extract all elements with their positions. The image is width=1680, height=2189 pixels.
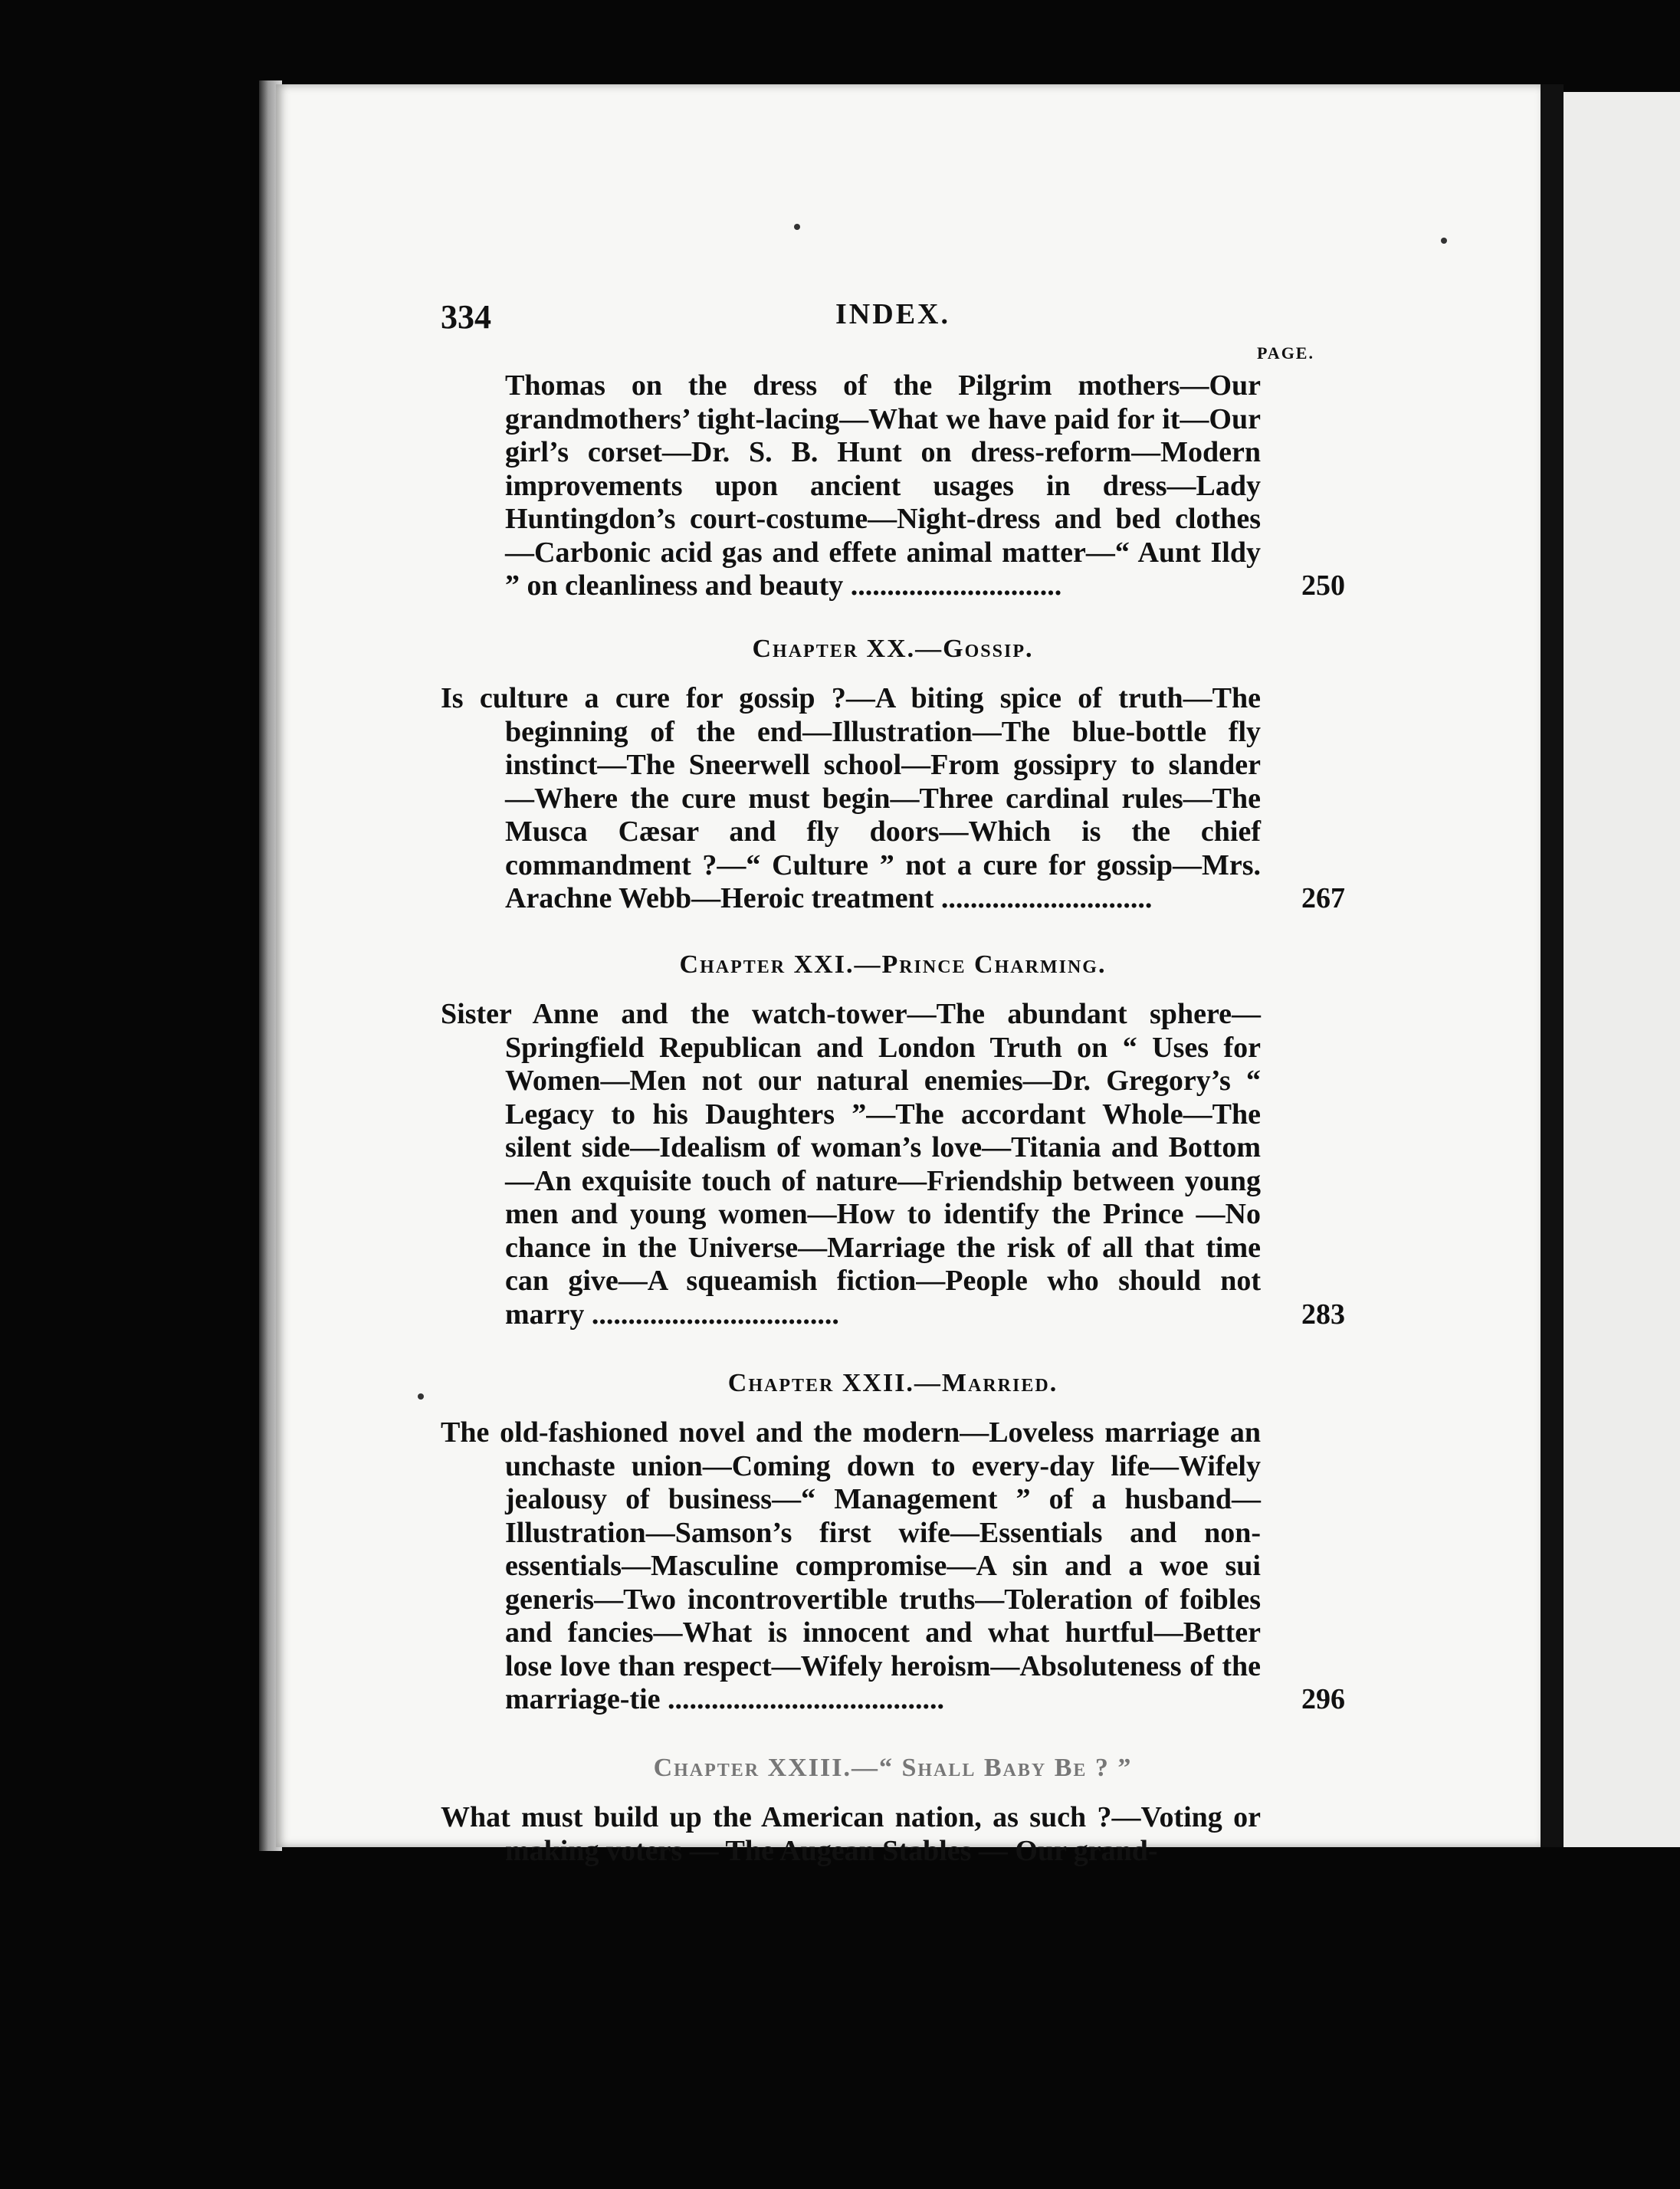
print-speck	[418, 1393, 424, 1400]
running-head	[441, 297, 1345, 343]
index-entry-text: The old-fashioned novel and the modern—Loveless marriage an unchaste union—Coming down to every-day life—Wifely jealousy of business—“ Management ” of a husband—Illustration—Samson’s first wife—Essentials and non-essentials—Masculine compromise—A sin and a woe sui generis—Two incontrovertible truths—Toleration of foibles and fancies—What is innocent and what hurtful—Better lose love than respect—Wifely heroism—Absoluteness of the marriage-tie ......................................	[441, 1416, 1261, 1715]
chapter-heading-xxiii: Chapter XXIII.—“ Shall Baby Be ? ”	[653, 1754, 1133, 1782]
index-entry-ch22	[441, 1416, 1345, 1717]
facing-page-sliver	[1564, 92, 1680, 1847]
page-number: 334	[441, 298, 491, 336]
index-page-ref: 267	[1301, 882, 1345, 914]
index-entry-text: Is culture a cure for gossip ?—A biting spice of truth—The beginning of the end—Illustration—The blue-bottle fly instinct—The Sneerwell school—From gossipry to slander —Where the cure must begin—Three cardinal rules—The Musca Cæsar and fly doors—Which is the chief commandment ?—“ Culture ” not a cure for gossip—Mrs. Arachne Webb—Heroic treatment .............................	[441, 682, 1261, 914]
running-head-title: INDEX.	[835, 298, 950, 330]
index-entry-ch21	[441, 998, 1345, 1331]
index-entry-text: Sister Anne and the watch-tower—The abundant sphere—Springfield Republican and London Truth on “ Uses for Women—Men not our natural enemies—Dr. Gregory’s “ Legacy to his Daughters ”—The accordant Whole—The silent side—Idealism of woman’s love—Titania and Bottom—An exquisite touch of nature—Friendship between young men and young women—How to identify the Prince —No chance in the Universe—Marriage the risk of all that time can give—A squeamish fiction—People who should not marry ..................................	[441, 998, 1261, 1331]
chapter-heading-xxii: Chapter XXII.—Married.	[727, 1369, 1058, 1397]
book-page	[276, 84, 1541, 1867]
chapter-heading-xx: Chapter XX.—Gossip.	[752, 635, 1034, 663]
index-entry-text: Thomas on the dress of the Pilgrim mothers—Our grandmothers’ tight-lacing—What we have paid for it—Our girl’s corset—Dr. S. B. Hunt on dress-reform—Modern improvements upon ancient usages in dress—Lady Huntingdon’s court-costume—Night-dress and bed clothes—Carbonic acid gas and effete animal matter—“ Aunt Ildy ” on cleanliness and beauty .............................	[505, 369, 1261, 602]
index-entry-text: What must build up the American nation, as such ?—Voting or making voters — The Augean Stables — Our grand-	[441, 1801, 1261, 1867]
print-speck	[794, 224, 800, 230]
index-page-ref: 296	[1301, 1683, 1345, 1715]
chapter-heading-xxi: Chapter XXI.—Prince Charming.	[679, 950, 1107, 979]
gutter-shadow	[1541, 84, 1564, 1847]
index-entry-ch19	[441, 369, 1345, 603]
page-content	[276, 84, 1541, 1867]
page-column-label: PAGE.	[1257, 343, 1314, 363]
index-entry-ch20	[441, 682, 1345, 916]
index-entry-ch23	[441, 1801, 1345, 1868]
print-speck	[1441, 238, 1447, 244]
index-page-ref: 283	[1301, 1298, 1345, 1331]
index-page-ref: 250	[1301, 569, 1345, 602]
